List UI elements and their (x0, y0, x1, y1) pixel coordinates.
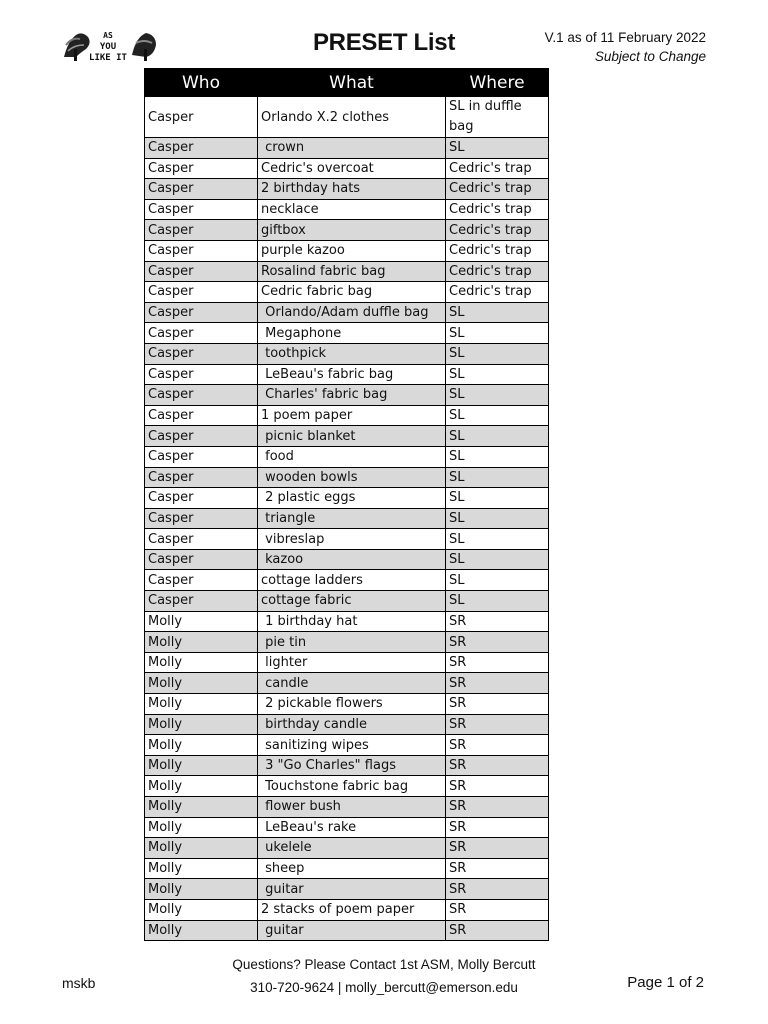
cell-what: toothpick (258, 343, 446, 364)
table-row (145, 446, 549, 467)
cell-what: food (258, 446, 446, 467)
cell-where: SR (446, 694, 549, 715)
table-row (145, 858, 549, 879)
cell-where: SL (446, 446, 549, 467)
cell-what: necklace (258, 199, 446, 220)
cell-where: SL (446, 138, 549, 159)
cell-where: SL (446, 385, 549, 406)
cell-where: SR (446, 673, 549, 694)
cell-what: flower bush (258, 797, 446, 818)
column-header-who: Who (145, 69, 258, 97)
cell-what: lighter (258, 652, 446, 673)
footer-initials: mskb (62, 975, 96, 991)
cell-what: wooden bowls (258, 467, 446, 488)
cell-where: SR (446, 611, 549, 632)
contact-line-1: Questions? Please Contact 1st ASM, Molly Bercutt (232, 957, 536, 972)
table-row (145, 838, 549, 859)
cell-what: Charles' fabric bag (258, 385, 446, 406)
version-text: V.1 as of 11 February 2022 (544, 30, 706, 45)
cell-where: SL (446, 364, 549, 385)
table-row (145, 426, 549, 447)
table-row (145, 776, 549, 797)
table-row (145, 735, 549, 756)
cell-where: Cedric's trap (446, 220, 549, 241)
svg-text:YOU: YOU (99, 42, 117, 52)
cell-who: Casper (145, 508, 258, 529)
cell-who: Casper (145, 179, 258, 200)
cell-what: Orlando X.2 clothes (258, 97, 446, 138)
table-row (145, 632, 549, 653)
version-block (545, 28, 706, 66)
table-row (145, 405, 549, 426)
cell-who: Casper (145, 158, 258, 179)
cell-who: Molly (145, 755, 258, 776)
cell-where: SL (446, 508, 549, 529)
cell-where: SR (446, 879, 549, 900)
cell-where: SR (446, 920, 549, 941)
column-header-where: Where (446, 69, 549, 97)
cell-where: Cedric's trap (446, 282, 549, 303)
cell-where: SR (446, 735, 549, 756)
cell-who: Casper (145, 302, 258, 323)
table-row (145, 673, 549, 694)
page-title: PRESET List (312, 29, 456, 56)
table-row (145, 508, 549, 529)
table-row (145, 323, 549, 344)
table-row (145, 199, 549, 220)
cell-where: SL (446, 570, 549, 591)
cell-where: SL (446, 343, 549, 364)
cell-who: Molly (145, 776, 258, 797)
table-row (145, 899, 549, 920)
cell-where: Cedric's trap (446, 179, 549, 200)
cell-who: Molly (145, 652, 258, 673)
cell-where: SL (446, 405, 549, 426)
cell-what: triangle (258, 508, 446, 529)
cell-where: SR (446, 838, 549, 859)
cell-what: vibreslap (258, 529, 446, 550)
cell-what: 2 stacks of poem paper (258, 899, 446, 920)
cell-who: Molly (145, 735, 258, 756)
cell-where: SR (446, 755, 549, 776)
cell-where: SR (446, 714, 549, 735)
table-row (145, 385, 549, 406)
cell-what: cottage fabric (258, 591, 446, 612)
cell-what: Rosalind fabric bag (258, 261, 446, 282)
cell-who: Casper (145, 446, 258, 467)
table-row (145, 714, 549, 735)
cell-who: Molly (145, 920, 258, 941)
cell-what: birthday candle (258, 714, 446, 735)
table-row (145, 220, 549, 241)
page-number: Page 1 of 2 (627, 974, 704, 991)
cell-what: crown (258, 138, 446, 159)
table-row (145, 817, 549, 838)
table-body (145, 97, 549, 941)
cell-where: Cedric's trap (446, 261, 549, 282)
cell-what: giftbox (258, 220, 446, 241)
cell-who: Molly (145, 858, 258, 879)
table-row (145, 652, 549, 673)
cell-who: Casper (145, 199, 258, 220)
cell-who: Casper (145, 549, 258, 570)
table-row (145, 467, 549, 488)
cell-what: LeBeau's fabric bag (258, 364, 446, 385)
table-row (145, 591, 549, 612)
cell-where: SR (446, 776, 549, 797)
cell-where: SL (446, 323, 549, 344)
cell-who: Casper (145, 323, 258, 344)
cell-who: Casper (145, 343, 258, 364)
cell-what: LeBeau's rake (258, 817, 446, 838)
cell-where: SR (446, 652, 549, 673)
cell-what: Touchstone fabric bag (258, 776, 446, 797)
cell-where: Cedric's trap (446, 158, 549, 179)
table-row (145, 364, 549, 385)
table-row (145, 179, 549, 200)
cell-who: Molly (145, 632, 258, 653)
cell-who: Casper (145, 385, 258, 406)
cell-who: Casper (145, 529, 258, 550)
cell-who: Molly (145, 714, 258, 735)
cell-where: Cedric's trap (446, 199, 549, 220)
cell-what: purple kazoo (258, 240, 446, 261)
table-row (145, 97, 549, 138)
table-row (145, 920, 549, 941)
cell-what: 2 pickable flowers (258, 694, 446, 715)
column-header-what: What (258, 69, 446, 97)
subject-to-change-note: Subject to Change (594, 49, 706, 64)
cell-what: cottage ladders (258, 570, 446, 591)
cell-what: Cedric's overcoat (258, 158, 446, 179)
cell-what: Cedric fabric bag (258, 282, 446, 303)
cell-who: Molly (145, 879, 258, 900)
cell-what: 2 birthday hats (258, 179, 446, 200)
table-row (145, 158, 549, 179)
cell-who: Molly (145, 797, 258, 818)
cell-who: Molly (145, 838, 258, 859)
table-row (145, 240, 549, 261)
table-row (145, 138, 549, 159)
cell-who: Casper (145, 591, 258, 612)
table-row (145, 755, 549, 776)
cell-what: kazoo (258, 549, 446, 570)
cell-who: Casper (145, 97, 258, 138)
cell-who: Molly (145, 673, 258, 694)
cell-what: guitar (258, 920, 446, 941)
cell-what: 2 plastic eggs (258, 488, 446, 509)
table-row (145, 611, 549, 632)
cell-who: Casper (145, 138, 258, 159)
cell-who: Molly (145, 817, 258, 838)
table-row (145, 343, 549, 364)
cell-who: Casper (145, 405, 258, 426)
table-row (145, 529, 549, 550)
svg-text:LIKE IT: LIKE IT (89, 53, 127, 63)
cell-where: SL (446, 591, 549, 612)
cell-what: guitar (258, 879, 446, 900)
svg-text:AS: AS (103, 31, 113, 40)
cell-where: SR (446, 632, 549, 653)
table-row (145, 570, 549, 591)
cell-who: Casper (145, 488, 258, 509)
cell-what: Orlando/Adam duffle bag (258, 302, 446, 323)
cell-what: Megaphone (258, 323, 446, 344)
cell-what: picnic blanket (258, 426, 446, 447)
cell-who: Casper (145, 240, 258, 261)
cell-where: SL (446, 529, 549, 550)
cell-what: sheep (258, 858, 446, 879)
cell-where: SL (446, 488, 549, 509)
cell-what: 1 poem paper (258, 405, 446, 426)
table-header-row (145, 69, 549, 97)
cell-where: SL (446, 426, 549, 447)
cell-what: pie tin (258, 632, 446, 653)
table-row (145, 879, 549, 900)
cell-where: SR (446, 817, 549, 838)
contact-line-2: 310-720-9624 | molly_bercutt@emerson.edu (250, 980, 518, 995)
table-row (145, 549, 549, 570)
cell-what: 1 birthday hat (258, 611, 446, 632)
table-row (145, 261, 549, 282)
cell-where: Cedric's trap (446, 240, 549, 261)
cell-who: Molly (145, 611, 258, 632)
cell-where: SR (446, 797, 549, 818)
table-row (145, 797, 549, 818)
cell-what: sanitizing wipes (258, 735, 446, 756)
cell-what: candle (258, 673, 446, 694)
cell-where: SL in duffle bag (446, 97, 549, 138)
cell-who: Casper (145, 282, 258, 303)
cell-where: SR (446, 899, 549, 920)
cell-who: Casper (145, 467, 258, 488)
cell-who: Casper (145, 570, 258, 591)
cell-where: SL (446, 467, 549, 488)
cell-where: SL (446, 549, 549, 570)
cell-who: Casper (145, 261, 258, 282)
cell-who: Molly (145, 899, 258, 920)
cell-what: 3 "Go Charles" flags (258, 755, 446, 776)
cell-who: Molly (145, 694, 258, 715)
cell-where: SR (446, 858, 549, 879)
table-row (145, 302, 549, 323)
cell-what: ukelele (258, 838, 446, 859)
cell-who: Casper (145, 364, 258, 385)
table-row (145, 488, 549, 509)
cell-who: Casper (145, 426, 258, 447)
preset-table (144, 68, 549, 941)
cell-who: Casper (145, 220, 258, 241)
table-row (145, 282, 549, 303)
cell-where: SL (446, 302, 549, 323)
table-row (145, 694, 549, 715)
